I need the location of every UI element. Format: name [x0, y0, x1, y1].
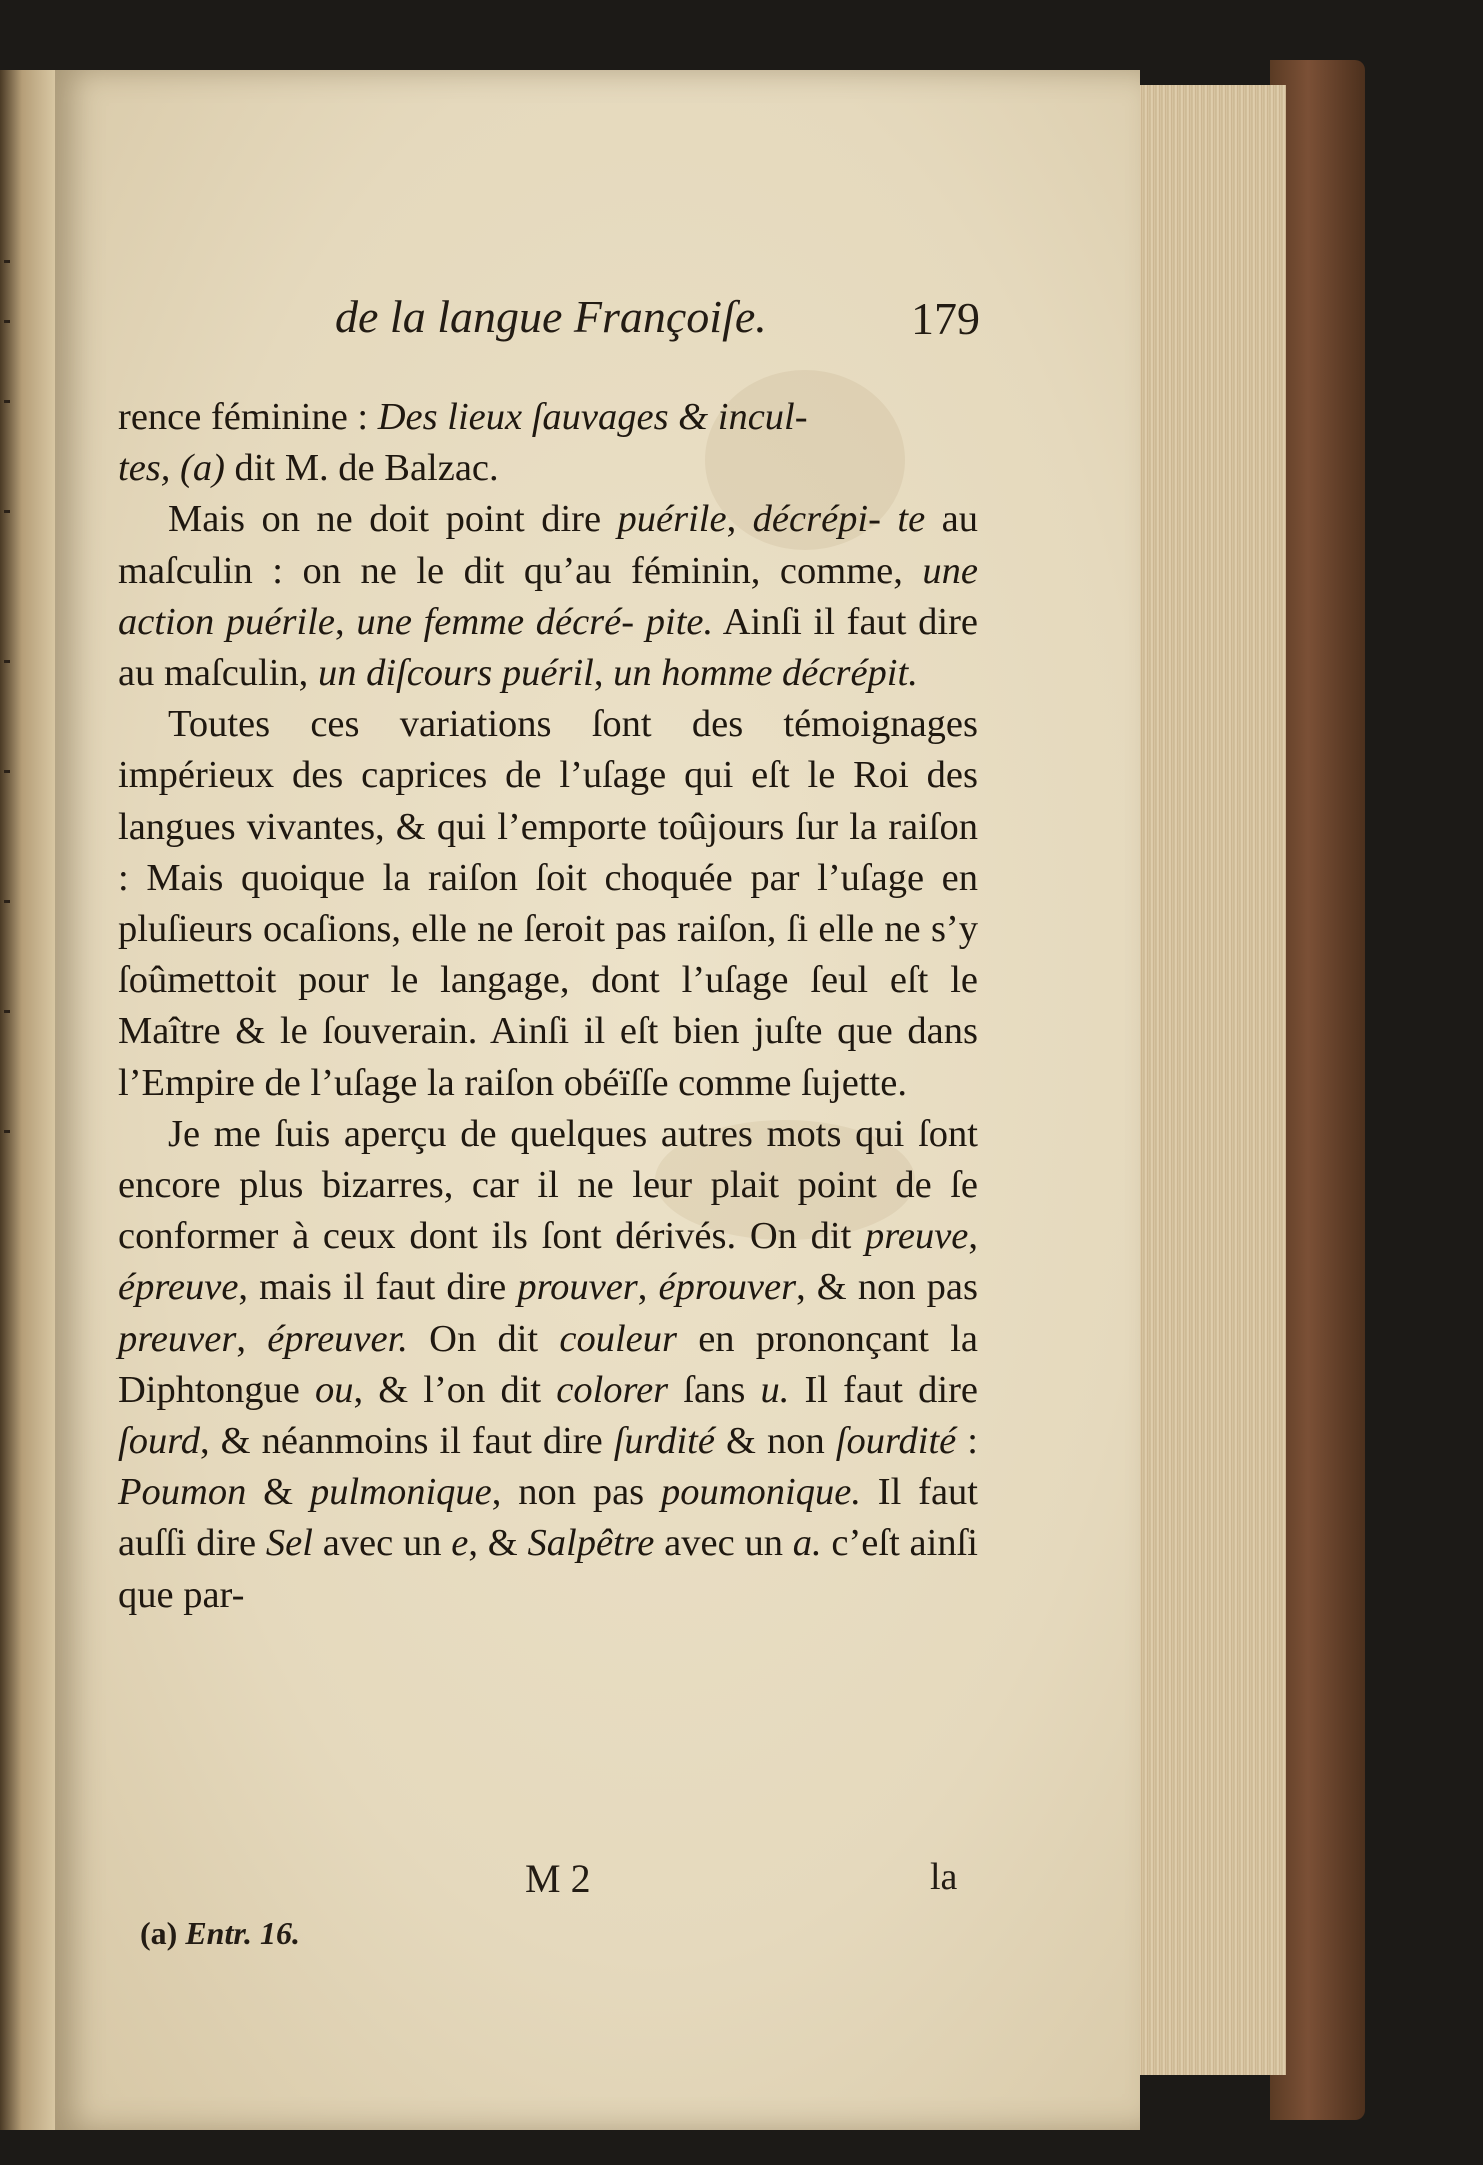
italic-run: te [897, 498, 926, 541]
italic-run: puérile [617, 498, 727, 541]
text-run: , & non pas [796, 1266, 978, 1309]
page-mark [4, 770, 10, 773]
italic-run: puéril [501, 652, 594, 695]
page-header [280, 290, 980, 360]
text-run: au maſculin : on ne le dit qu’au féminin, comme, [118, 498, 979, 592]
text-run: Ainſi il faut dire au maſculin, [118, 600, 979, 695]
text-run: Je me ſuis aperçu de quelques autres mots qui ſont encore plus bizarres, car il ne leur plait point de ſe conformer à ceux dont ils ſont dérivés. On dit [118, 1112, 978, 1258]
italic-run: couleur [559, 1317, 677, 1360]
text-run: , [726, 498, 753, 541]
italic-run: un diſcours [317, 652, 493, 695]
italic-run: ſourd [118, 1420, 201, 1463]
italic-run: preuver [118, 1317, 237, 1360]
italic-run: ſurdité [613, 1420, 715, 1463]
previous-page-edge [0, 70, 57, 2130]
text-run: , [334, 600, 357, 643]
text-run: & [246, 1471, 310, 1514]
italic-run: colorer [556, 1368, 669, 1411]
italic-run: poumonique. [660, 1471, 861, 1514]
italic-run: ſourdité [835, 1420, 957, 1463]
page-mark [4, 1130, 10, 1133]
book-page [55, 70, 1140, 2130]
italic-run: u. [760, 1368, 790, 1411]
page-edges [1135, 85, 1286, 2075]
page-mark [4, 400, 10, 403]
footnote-mark: (a) [140, 1915, 186, 1951]
italic-run: prouver [517, 1266, 638, 1309]
text-run: avec un [312, 1522, 452, 1565]
paragraph [118, 494, 978, 699]
italic-run: éprouver [658, 1266, 797, 1309]
page-mark [4, 510, 10, 513]
signature-mark: M 2 [525, 1856, 591, 1901]
page-number: 179 [911, 293, 980, 344]
text-run: , [593, 652, 614, 695]
italic-run: pite. [645, 600, 714, 643]
italic-run: épreuve [118, 1266, 239, 1309]
page-mark [4, 1010, 10, 1013]
text-run: , & [468, 1522, 528, 1565]
italic-run: pulmonique [309, 1471, 492, 1514]
italic-run: tes, (a) [118, 447, 225, 490]
italic-run: ou [314, 1368, 354, 1411]
running-head: de la langue Françoiſe. [335, 291, 767, 342]
text-run: avec un [654, 1522, 793, 1565]
italic-run: preuve [865, 1215, 969, 1258]
text-run: dit M. de Balzac. [224, 447, 499, 490]
italic-run: a. [792, 1522, 822, 1565]
paragraph [118, 392, 978, 494]
paragraph: Toutes ces variations ſont des témoignages impérieux des caprices de l’uſage qui eſt le Roi des langues vivantes, & qui l’emporte toûjours ſur la raiſon : Mais quoique la raiſon ſoit choquée par l’uſage en pluſieurs ocaſions, elle ne ſeroit pas raiſon, ſi elle ne s’y ſoûmettoit pour le langage, dont l’uſage ſeul eſt le Maître & le ſouverain. Ainſi il eſt bien juſte que dans l’Empire de l’uſage la raiſon obéïſſe comme ſujette. [118, 703, 978, 1104]
text-run: Il faut auſſi dire [118, 1471, 979, 1565]
page-mark [4, 660, 10, 663]
text-run: & non [714, 1420, 836, 1463]
text-run: c’eſt ainſi que par- [118, 1522, 978, 1616]
italic-run: Des lieux ſauvages & incul- [377, 396, 808, 438]
italic-run: Sel [265, 1522, 313, 1565]
text-run: : [956, 1420, 978, 1463]
italic-run: Poumon [118, 1471, 247, 1514]
text-run: , non pas [491, 1471, 661, 1514]
text-run: rence féminine : [118, 396, 378, 438]
text-run: , [637, 1266, 659, 1309]
text-run: en prononçant la Diphtongue [118, 1317, 979, 1411]
text-run: ſans [668, 1368, 761, 1411]
italic-run: une femme décré- [356, 600, 635, 643]
paragraph [118, 1109, 978, 1621]
body-text [118, 392, 978, 1621]
text-run: , [236, 1317, 268, 1360]
italic-run: un homme décrépit. [613, 652, 918, 695]
page-mark [4, 260, 10, 263]
text-run: , & néanmoins il faut dire [200, 1420, 614, 1463]
footnote [140, 1915, 300, 1952]
text-run: , mais il faut dire [238, 1266, 518, 1309]
italic-run: e [451, 1522, 469, 1565]
italic-run: épreuver. [267, 1317, 408, 1360]
italic-run: décrépi- [752, 498, 881, 541]
text-run: On dit [407, 1317, 560, 1360]
catchword: la [930, 1856, 958, 1898]
text-run: , [968, 1215, 978, 1258]
text-run: Il faut dire [789, 1368, 978, 1411]
footnote-text: Entr. 16. [185, 1915, 301, 1951]
page-mark [4, 320, 10, 323]
italic-run: une action puérile [118, 549, 978, 643]
text-run: , & l’on dit [353, 1368, 557, 1411]
page-mark [4, 900, 10, 903]
italic-run: Salpêtre [527, 1522, 655, 1565]
text-run: Mais on ne doit point dire [168, 498, 618, 541]
